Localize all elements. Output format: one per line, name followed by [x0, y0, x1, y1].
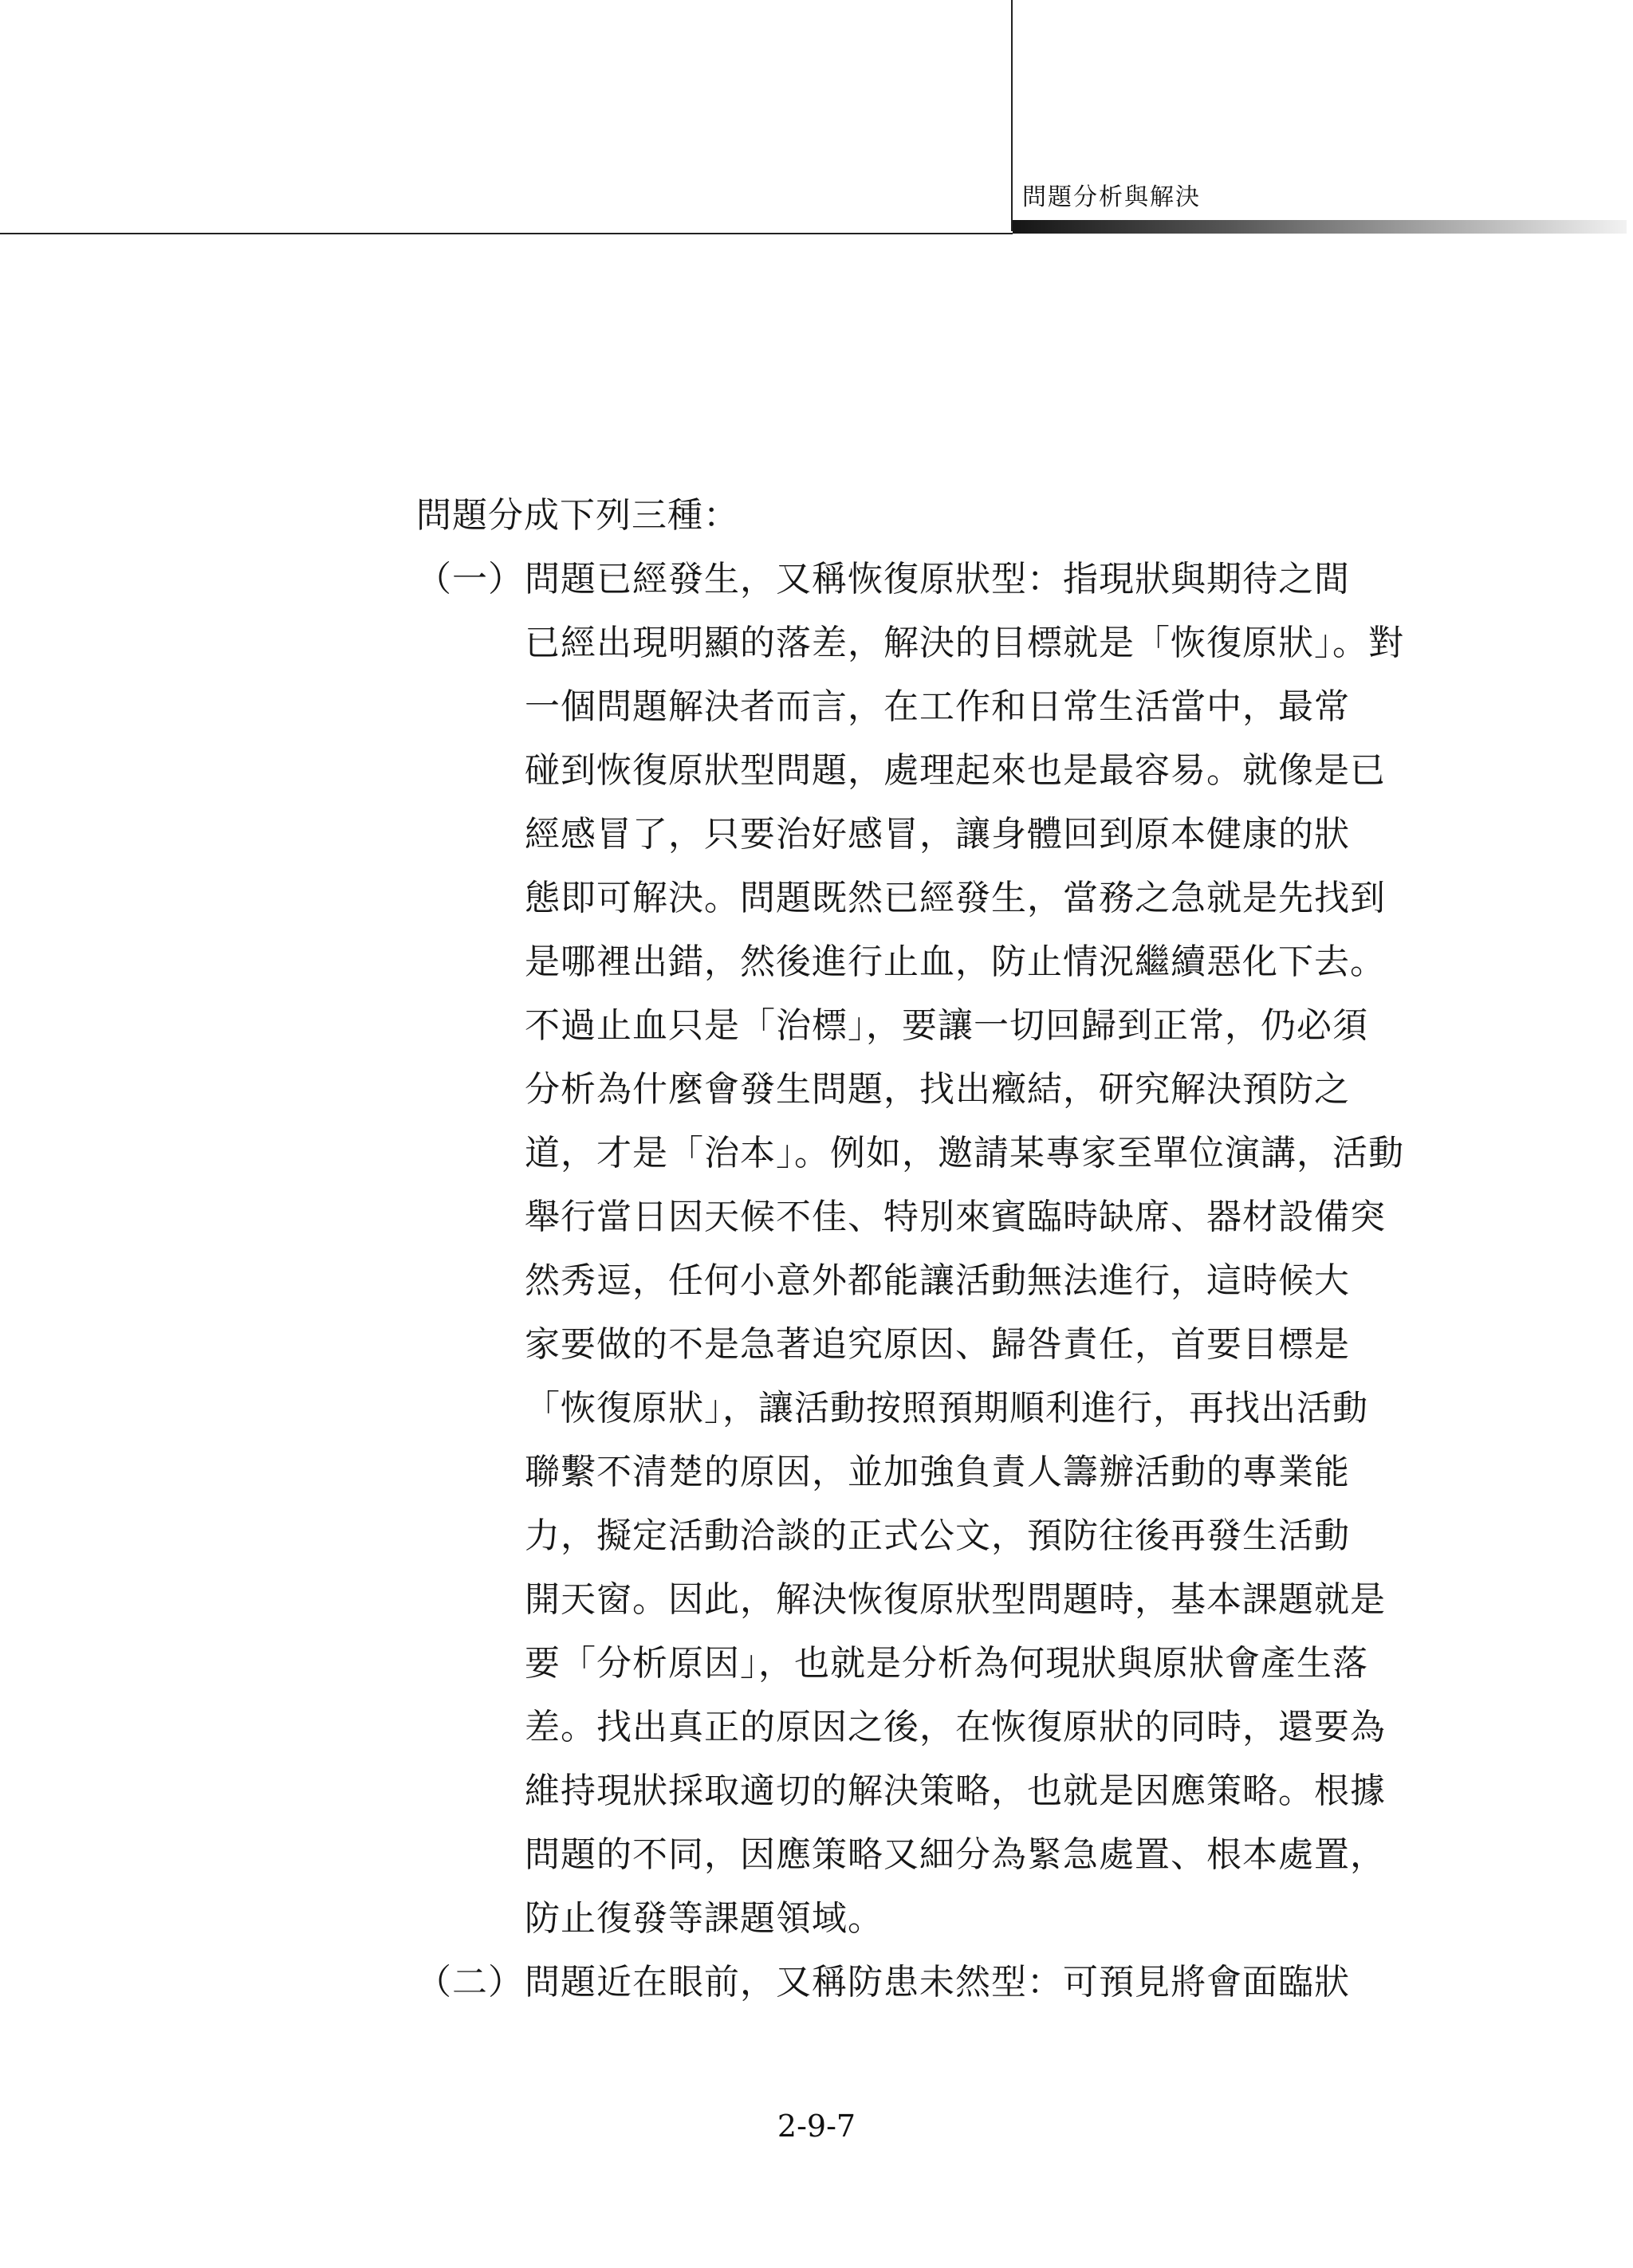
- running-header-title: 問題分析與解決: [1022, 183, 1201, 211]
- item-1-line: 防止復發等課題領域。: [525, 1898, 883, 1939]
- item-1-line: 碰到恢復原狀型問題，處理起來也是最容易。就像是已: [525, 750, 1386, 791]
- item-1-line: 態即可解決。問題既然已經發生，當務之急就是先找到: [525, 878, 1386, 918]
- item-1-line: 一個問題解決者而言，在工作和日常生活當中，最常: [525, 686, 1350, 727]
- item-1-line: 要「分析原因」，也就是分析為何現狀與原狀會產生落: [525, 1643, 1368, 1684]
- item-1-line: 然秀逗，任何小意外都能讓活動無法進行，這時候大: [525, 1260, 1350, 1301]
- item-1-line: 舉行當日因天候不佳、特別來賓臨時缺席、器材設備突: [525, 1197, 1386, 1237]
- item-1-line: 家要做的不是急著追究原因、歸咎責任，首要目標是: [525, 1324, 1350, 1365]
- item-1-line: 經感冒了，只要治好感冒，讓身體回到原本健康的狀: [525, 814, 1350, 855]
- item-1-line: 維持現狀採取適切的解決策略，也就是因應策略。根據: [525, 1771, 1386, 1811]
- item-1-label: （一）: [416, 559, 524, 599]
- item-1-line: 分析為什麼會發生問題，找出癥結，研究解決預防之: [525, 1069, 1350, 1110]
- item-2-line: 問題近在眼前，又稱防患未然型：可預見將會面臨狀: [525, 1962, 1350, 2003]
- item-1-line: 道，才是「治本」。例如，邀請某專家至單位演講，活動: [525, 1133, 1404, 1173]
- item-1-line: 差。找出真正的原因之後，在恢復原狀的同時，還要為: [525, 1707, 1386, 1747]
- item-1-line: 已經出現明顯的落差，解決的目標就是「恢復原狀」。對: [525, 623, 1404, 663]
- item-1-line: 問題已經發生，又稱恢復原狀型：指現狀與期待之間: [525, 559, 1350, 599]
- page-number: 2-9-7: [777, 2109, 856, 2144]
- item-1-line: 不過止血只是「治標」，要讓一切回歸到正常，仍必須: [525, 1005, 1368, 1046]
- item-1-line: 問題的不同，因應策略又細分為緊急處置、根本處置，: [525, 1834, 1386, 1875]
- intro-paragraph: 問題分成下列三種：: [416, 495, 739, 536]
- item-1-line: 力，擬定活動洽談的正式公文，預防往後再發生活動: [525, 1515, 1350, 1556]
- item-1-line: 「恢復原狀」，讓活動按照預期順利進行，再找出活動: [525, 1388, 1368, 1429]
- item-1-line: 聯繫不清楚的原因，並加強負責人籌辦活動的專業能: [525, 1452, 1350, 1492]
- item-1-line: 開天窗。因此，解決恢復原狀型問題時，基本課題就是: [525, 1579, 1386, 1620]
- item-2-label: （二）: [416, 1962, 524, 2003]
- item-1-line: 是哪裡出錯，然後進行止血，防止情況繼續惡化下去。: [525, 941, 1386, 982]
